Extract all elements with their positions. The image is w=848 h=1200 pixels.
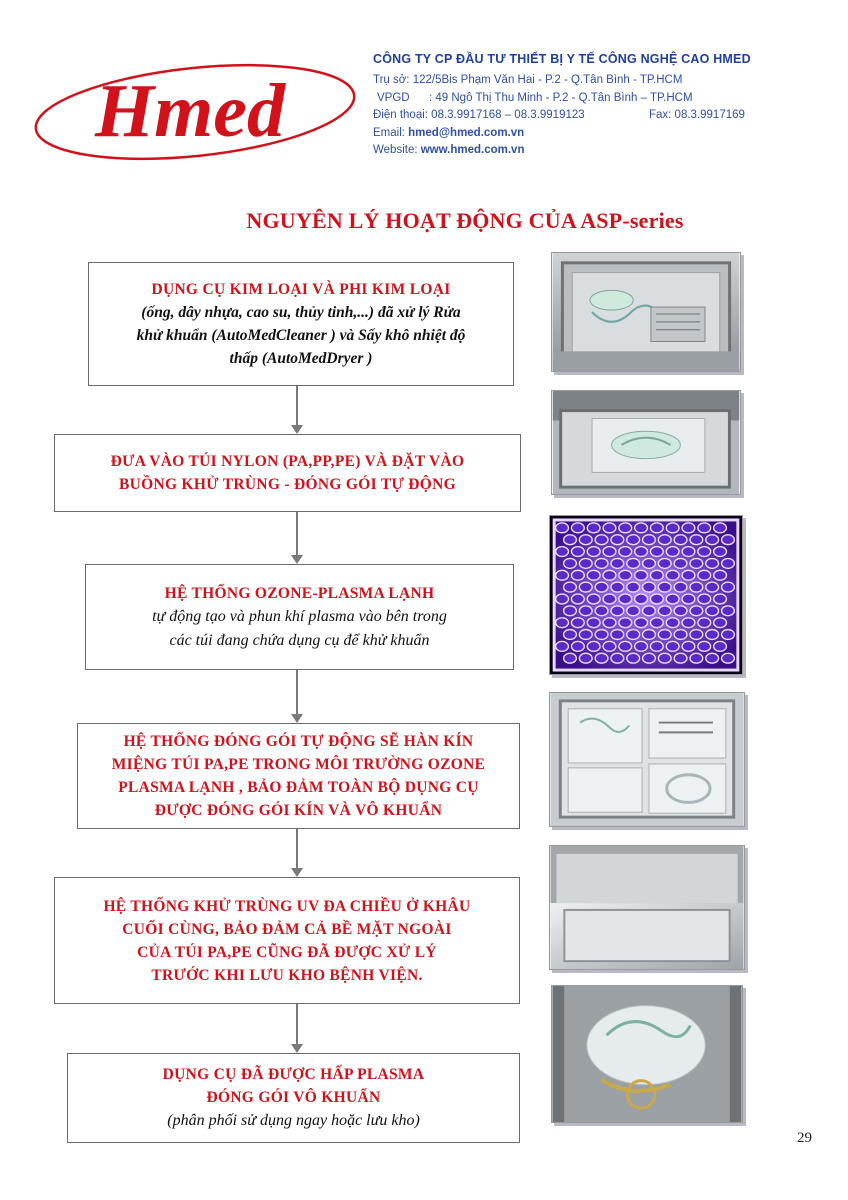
plasma-cell (619, 547, 632, 557)
plasma-cell (564, 535, 577, 545)
plasma-cell (603, 618, 616, 628)
plasma-cell (627, 606, 640, 616)
step-6-line-2: ĐÓNG GÓI VÔ KHUẨN (206, 1089, 381, 1106)
plasma-cell (635, 547, 648, 557)
plasma-cell (674, 582, 687, 592)
step-3-heading: HỆ THỐNG OZONE-PLASMA LẠNH (164, 584, 435, 602)
plasma-cell (698, 594, 711, 604)
step-2-line-1: ĐƯA VÀO TÚI NYLON (PA,PP,PE) VÀ ĐẶT VÀO (110, 453, 465, 470)
step-3-body-2: các túi đang chứa dụng cụ để khử khuẩn (169, 631, 430, 649)
plasma-cell (658, 535, 671, 545)
step-6-box (67, 1053, 520, 1143)
step-1-heading: DỤNG CỤ KIM LOẠI VÀ PHI KIM LOẠI (151, 281, 451, 298)
head-office: Trụ sở: 122/5Bis Phạm Văn Hai - P.2 - Q.Tân Bình - TP.HCM (373, 74, 683, 86)
plasma-cell (611, 535, 624, 545)
plasma-cell (650, 523, 663, 533)
plasma-cell (627, 558, 640, 568)
plasma-cell (627, 630, 640, 640)
plasma-cell (619, 618, 632, 628)
plasma-cell (619, 641, 632, 651)
plasma-cell (690, 535, 703, 545)
plasma-cell (603, 594, 616, 604)
flow-arrow-3 (291, 670, 303, 723)
plasma-cell (714, 641, 727, 651)
plasma-cell (564, 653, 577, 663)
plasma-cell (587, 523, 600, 533)
page-title: NGUYÊN LÝ HOẠT ĐỘNG CỦA ASP-series (246, 208, 684, 233)
plasma-cell (658, 606, 671, 616)
photo-instruments-in-chamber (551, 252, 741, 372)
plasma-cell (595, 558, 608, 568)
plasma-cell (564, 606, 577, 616)
plasma-cell (714, 618, 727, 628)
plasma-cell (571, 594, 584, 604)
plasma-cell (658, 630, 671, 640)
plasma-cell (714, 570, 727, 580)
plasma-cell (627, 582, 640, 592)
plasma-cell (722, 558, 735, 568)
plasma-cell (706, 535, 719, 545)
plasma-cell (682, 594, 695, 604)
plasma-cell (587, 547, 600, 557)
plasma-cell (698, 570, 711, 580)
plasma-cell (603, 641, 616, 651)
plasma-cell (587, 641, 600, 651)
plasma-cell (706, 630, 719, 640)
plasma-cell (690, 606, 703, 616)
plasma-cell (619, 594, 632, 604)
plasma-cell (571, 547, 584, 557)
step-4-box (77, 723, 520, 829)
plasma-cell (682, 618, 695, 628)
plasma-cell (674, 630, 687, 640)
plasma-cell (635, 641, 648, 651)
plasma-cell (690, 630, 703, 640)
step-4-line-3: PLASMA LẠNH , BẢO ĐẢM TOÀN BỘ DỤNG CỤ (118, 779, 479, 796)
plasma-cell (603, 523, 616, 533)
plasma-cell (556, 641, 569, 651)
plasma-cell (571, 570, 584, 580)
plasma-cell (564, 582, 577, 592)
step-5-line-4: TRƯỚC KHI LƯU KHO BỆNH VIỆN. (151, 966, 423, 984)
photo-bags-in-chamber (551, 390, 741, 495)
plasma-cell (611, 630, 624, 640)
plasma-cell (611, 558, 624, 568)
step-4-line-2: MIỆNG TÚI PA,PE TRONG MÔI TRƯỜNG OZONE (111, 756, 486, 773)
plasma-cell (579, 606, 592, 616)
plasma-cell (722, 582, 735, 592)
photo-ozone-plasma-grid (549, 515, 743, 675)
hmed-logo (32, 62, 358, 162)
plasma-cell (714, 547, 727, 557)
plasma-cell (603, 547, 616, 557)
plasma-cell (579, 630, 592, 640)
plasma-cell (714, 594, 727, 604)
plasma-cell (666, 641, 679, 651)
plasma-cell (706, 653, 719, 663)
step-1-body-1: (ống, dây nhựa, cao su, thủy tinh,...) đã xử lý Rửa (141, 304, 461, 321)
plasma-cell (658, 558, 671, 568)
plasma-cell (690, 558, 703, 568)
flow-arrow-1 (291, 386, 303, 434)
fax: Fax: 08.3.9917169 (649, 109, 745, 121)
plasma-cell (635, 523, 648, 533)
plasma-cell (611, 606, 624, 616)
plasma-cell (690, 653, 703, 663)
photo-finished-packages (551, 985, 743, 1123)
plasma-cell (682, 547, 695, 557)
email-line (373, 125, 813, 143)
plasma-cell (706, 558, 719, 568)
logo-text: Hmed (95, 69, 285, 153)
website-link[interactable]: www.hmed.com.vn (420, 144, 525, 156)
plasma-cell (690, 582, 703, 592)
company-info (373, 52, 813, 160)
plasma-cell (595, 653, 608, 663)
plasma-cell (674, 606, 687, 616)
company-name: CÔNG TY CP ĐẦU TƯ THIẾT BỊ Y TẾ CÔNG NGHỆ CAO HMED (373, 52, 751, 66)
plasma-cell (643, 558, 656, 568)
flow-arrow-2 (291, 512, 303, 564)
plasma-cell (635, 618, 648, 628)
flow-arrow-4 (291, 829, 303, 877)
plasma-cell (706, 606, 719, 616)
flow-arrow-5 (291, 1004, 303, 1053)
plasma-cell (698, 523, 711, 533)
plasma-cell (666, 547, 679, 557)
step-3-box (85, 564, 514, 670)
website-line (373, 142, 813, 160)
plasma-cell (595, 535, 608, 545)
plasma-cell (674, 558, 687, 568)
step-5-box (54, 877, 520, 1004)
plasma-cell (595, 582, 608, 592)
plasma-cell (698, 641, 711, 651)
plasma-cell (643, 653, 656, 663)
plasma-cell (674, 653, 687, 663)
plasma-cell (650, 547, 663, 557)
plasma-cell (666, 618, 679, 628)
plasma-cell (564, 558, 577, 568)
step-1-body-3: thấp (AutoMedDryer ) (229, 350, 373, 367)
plasma-cell (682, 570, 695, 580)
step-2-box (54, 434, 521, 512)
plasma-cell (587, 594, 600, 604)
plasma-cell (556, 594, 569, 604)
step-2-line-2: BUỒNG KHỬ TRÙNG - ĐÓNG GÓI TỰ ĐỘNG (118, 476, 456, 493)
email-label: Email: (373, 126, 405, 139)
plasma-cell (611, 653, 624, 663)
step-5-line-2: CUỐI CÙNG, BẢO ĐẢM CẢ BỀ MẶT NGOÀI (122, 920, 452, 938)
plasma-cell (556, 618, 569, 628)
plasma-cell (714, 523, 727, 533)
photo-uv-chamber (549, 845, 745, 970)
plasma-cell (722, 653, 735, 663)
step-1-box (88, 262, 514, 386)
plasma-cell (666, 570, 679, 580)
plasma-cell (571, 641, 584, 651)
plasma-cell (722, 535, 735, 545)
plasma-cell (579, 558, 592, 568)
plasma-cell (619, 523, 632, 533)
phone: Điện thoại: 08.3.9917168 – 08.3.9919123 (373, 109, 585, 121)
plasma-cell (666, 594, 679, 604)
plasma-cell (698, 547, 711, 557)
plasma-cell (722, 606, 735, 616)
plasma-cell (650, 641, 663, 651)
plasma-cell (706, 582, 719, 592)
plasma-cell (579, 653, 592, 663)
plasma-cell (556, 523, 569, 533)
step-6-line-1: DỤNG CỤ ĐÃ ĐƯỢC HẤP PLASMA (162, 1066, 425, 1083)
website-label: Website: (373, 144, 418, 156)
plasma-cell (674, 535, 687, 545)
step-3-body-1: tự động tạo và phun khí plasma vào bên trong (152, 607, 447, 625)
step-1-body-2: khử khuẩn (AutoMedCleaner ) và Sấy khô nhiệt độ (136, 327, 466, 344)
plasma-cell (643, 630, 656, 640)
plasma-cell (650, 618, 663, 628)
step-4-line-4: ĐƯỢC ĐÓNG GÓI KÍN VÀ VÔ KHUẨN (154, 802, 443, 819)
rep-office-address: : 49 Ngô Thị Thu Minh - P.2 - Q.Tân Bình – TP.HCM (429, 91, 693, 104)
plasma-cell (571, 618, 584, 628)
step-6-note: (phân phối sử dụng ngay hoặc lưu kho) (167, 1112, 420, 1129)
plasma-cell (556, 547, 569, 557)
phone-line (373, 107, 813, 125)
photo-sealed-packages (549, 692, 745, 827)
plasma-cell (579, 535, 592, 545)
plasma-cell (587, 570, 600, 580)
rep-office-label: VPGD (377, 91, 410, 104)
plasma-cell (564, 630, 577, 640)
plasma-cell (643, 535, 656, 545)
plasma-cell (587, 618, 600, 628)
plasma-cell (682, 523, 695, 533)
plasma-cell (635, 570, 648, 580)
plasma-cell (627, 535, 640, 545)
plasma-cell (698, 618, 711, 628)
rep-office (373, 90, 813, 108)
plasma-cell (722, 630, 735, 640)
plasma-cell (635, 594, 648, 604)
plasma-cell (643, 582, 656, 592)
step-4-line-1: HỆ THỐNG ĐÓNG GÓI TỰ ĐỘNG SẼ HÀN KÍN (123, 733, 474, 750)
plasma-cell (627, 653, 640, 663)
plasma-cell (556, 570, 569, 580)
plasma-cell (682, 641, 695, 651)
plasma-cell (611, 582, 624, 592)
plasma-cell (571, 523, 584, 533)
plasma-cell (666, 523, 679, 533)
plasma-cell (650, 570, 663, 580)
plasma-cell (579, 582, 592, 592)
plasma-cell (603, 570, 616, 580)
plasma-cell (643, 606, 656, 616)
plasma-cell (619, 570, 632, 580)
plasma-cell (595, 606, 608, 616)
plasma-cell (650, 594, 663, 604)
step-5-line-3: CỦA TÚI PA,PE CŨNG ĐÃ ĐƯỢC XỬ LÝ (137, 943, 437, 961)
email-link[interactable]: hmed@hmed.com.vn (408, 126, 525, 139)
plasma-cell (595, 630, 608, 640)
page-number: 29 (797, 1130, 812, 1146)
plasma-cell (658, 653, 671, 663)
plasma-cell (658, 582, 671, 592)
step-5-line-1: HỆ THỐNG KHỬ TRÙNG UV ĐA CHIỀU Ở KHÂU (103, 897, 471, 915)
